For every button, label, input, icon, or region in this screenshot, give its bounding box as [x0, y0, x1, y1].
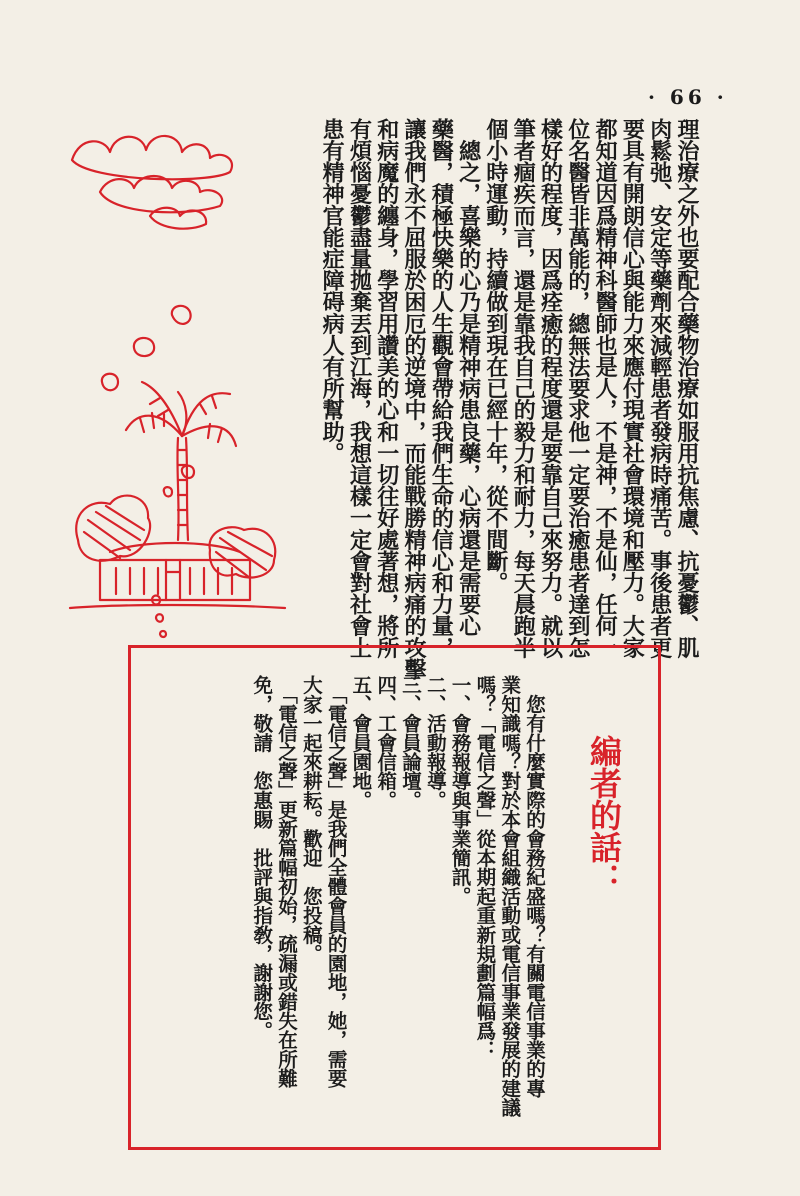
bubble-shape [156, 614, 163, 622]
palm-frond [142, 382, 182, 436]
essay-line: 位名醫皆非萬能的，總無法要求他一定要治癒患者達到怎 [564, 118, 591, 659]
editor-line: 「電信之聲」更新篇幅初始，疏漏或錯失在所難 [275, 675, 299, 1088]
editor-line: 大家一起來耕耘。歡迎 您投稿。 [299, 675, 323, 964]
essay-text [316, 118, 700, 680]
bubble-shape [160, 631, 166, 637]
editor-line: 一、會務報導與事業簡訊。 [448, 675, 472, 906]
editor-line: 四、工會信箱。 [374, 675, 398, 810]
essay-line: 樣好的程度，因爲痊癒的程度還是要靠自己來努力。就以 [537, 118, 564, 659]
bubble-shape [134, 338, 154, 356]
editor-line: 免，敬請 您惠賜 批評與指敎，謝謝您。 [250, 675, 274, 1040]
essay-line: 有煩惱憂鬱盡量拋棄丟到江海，我想這樣一定會對社會上 [346, 118, 373, 659]
essay-line: 肉鬆弛、安定等藥劑來減輕患者發病時痛苦。事後患者更 [646, 118, 673, 659]
essay-line: 總之，喜樂的心乃是精神病患良藥，心病還是需要心 [455, 118, 482, 637]
editor-note-text [168, 675, 546, 1135]
essay-line: 患有精神官能症障碍病人有所幫助。 [319, 118, 346, 464]
essay-line: 個小時運動，持續做到現在已經十年，從不間斷。 [482, 118, 509, 594]
editor-line: 嗎？「電信之聲」從本期起重新規劃篇幅爲： [473, 675, 497, 1060]
palm-frond [182, 424, 236, 446]
editor-line: 業知識嗎？對於本會組織活動或電信事業發展的建議 [498, 675, 522, 1117]
essay-line: 要具有開朗信心與能力來應付現實社會環境和壓力。大家 [619, 118, 646, 659]
editor-line: 五、會員園地。 [349, 675, 373, 810]
essay-line: 讓我們永不屈服於困厄的逆境中，而能戰勝精神病痛的攻擊 [401, 118, 428, 680]
essay-line: 筆者痼疾而言，還是靠我自己的毅力和耐力，每天晨跑半 [510, 118, 537, 659]
editor-line: 三、會員論壇。 [399, 675, 423, 810]
bubble-shape [102, 374, 118, 391]
essay-line: 理治療之外也要配合藥物治療如服用抗焦慮、抗憂鬱、肌 [674, 118, 700, 659]
cloud-shape [100, 176, 222, 212]
editor-note-title: 編者的話： [585, 735, 623, 895]
bubble-shape [164, 487, 172, 496]
bubble-shape [172, 306, 191, 324]
cloud-shape [72, 136, 232, 179]
editor-line: 二、活動報導。 [423, 675, 447, 810]
essay-line: 都知道因爲精神科醫師也是人，不是神，不是仙，任何一 [592, 118, 619, 659]
palm-tree-illustration [60, 120, 295, 650]
essay-line: 和病魔的纏身，學習用讚美的心和一切往好處著想，將所 [373, 118, 400, 659]
cloud-shape [150, 208, 206, 229]
page-number: · 66 · [648, 85, 728, 109]
editor-line: 「電信之聲」是我們全體會員的園地，她，需要 [324, 675, 348, 1088]
editor-line: 您有什麼實際的會務紀盛嗎？有關電信事業的專 [523, 675, 546, 1098]
essay-line: 藥醫，積極快樂的人生觀會帶給我們生命的信心和力量， [428, 118, 455, 659]
